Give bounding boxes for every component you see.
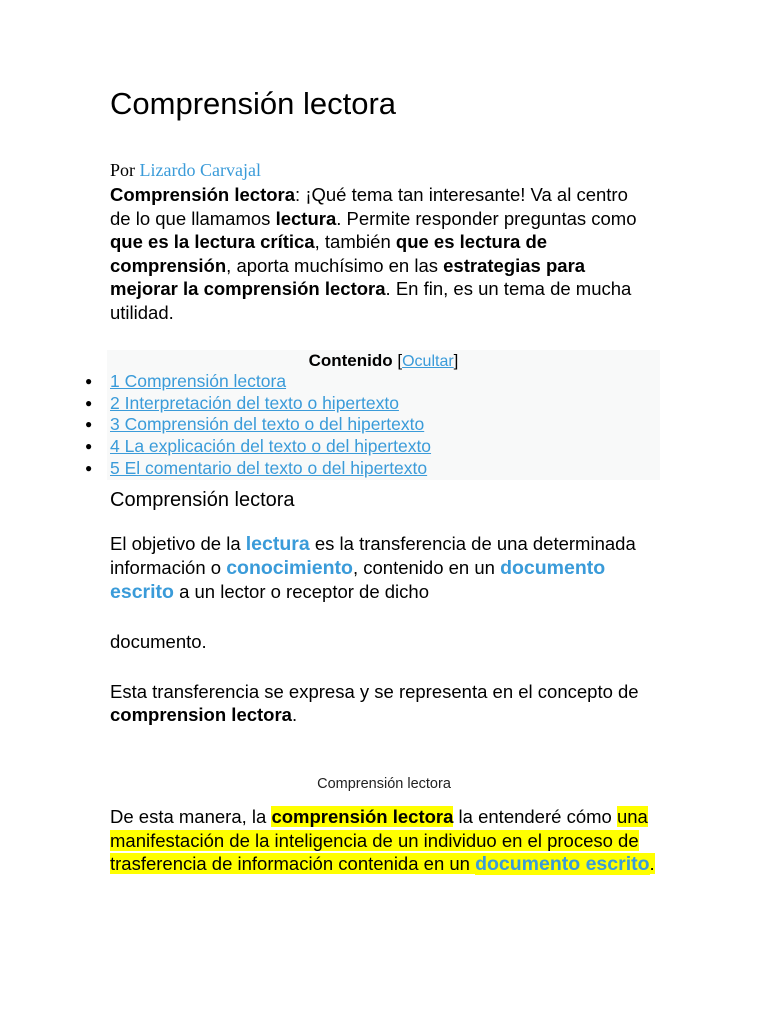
p1-text-2: es la transferencia de una determinada información o [110,533,636,578]
intro-text-5: . En fin, es un tema de mucha utilidad. [110,278,632,323]
page-title: Comprensión lectora [110,86,397,121]
intro-text-4: , aporta muchísimo en las [226,254,444,276]
toc-link-2[interactable]: 2 Interpretación del texto o hipertexto [110,392,399,413]
byline-prefix: Por [110,160,140,180]
toc-link-5[interactable]: 5 El comentario del texto o del hipertexto [110,457,428,478]
paragraph-transfer [110,680,650,726]
intro-bold-2: lectura [275,207,337,229]
toc-bracket-close: ] [453,351,459,370]
section-heading: Comprensión lectora [110,489,295,511]
link-conocimiento[interactable]: conocimiento [226,557,353,579]
p1-text-4: a un lector o receptor de dicho [173,581,429,602]
author-link[interactable]: Lizardo Carvajal [139,160,261,180]
toc-bracket-open: [ [392,351,403,370]
table-of-contents [85,350,660,480]
bullet-icon: ● [85,374,93,388]
intro-bold-1: Comprensión lectora [110,184,296,205]
toc-link-4[interactable]: 4 La explicación del texto o del hipertexto [110,436,432,457]
link-documento-escrito-2[interactable]: documento escrito [475,853,650,875]
p3-highlight-text: una manifestación de la inteligencia de un individuo en el proceso de trasferencia de información contenida en un [110,806,648,874]
paragraph-definition [110,805,670,877]
intro-bold-4: que es lectura de comprensión [110,231,548,276]
intro-text-2: . Permite responder preguntas como [336,207,637,229]
link-lectura[interactable]: lectura [245,533,310,555]
intro-text-1: : ¡Qué tema tan interesante! Va al centro de lo que llamamos [110,184,628,229]
image-caption: Comprensión lectora [317,776,451,792]
bullet-icon: ● [85,395,93,410]
p3-highlight-bold: comprensión lectora [271,806,454,827]
link-documento-escrito[interactable]: documento escrito [110,557,606,603]
p2-text-1: Esta transferencia se expresa y se representa en el concepto de [110,681,639,702]
intro-text-3: , también [314,231,396,252]
bullet-icon: ● [85,439,93,454]
toc-link-1[interactable]: 1 Comprensión lectora [110,371,287,391]
p1-text-1: El objetivo de la [110,533,246,554]
toc-hide-link[interactable]: Ocultar [402,353,454,370]
bullet-icon: ● [85,417,93,432]
p3-text-1: De esta manera, la [110,806,272,827]
paragraph-objective [110,532,650,604]
p3-highlight-period: . [649,853,655,874]
intro-bold-3: que es la lectura crítica [110,231,315,252]
byline [110,160,261,181]
p3-text-2: la entenderé cómo [453,806,617,827]
intro-paragraph [110,183,650,324]
p2-text-2: . [291,704,298,725]
toc-link-3[interactable]: 3 Comprensión del texto o del hipertexto [110,414,425,435]
p2-bold: comprension lectora [110,704,292,725]
p1-text-3: , contenido en un [352,557,501,578]
toc-heading: Contenido [308,351,393,370]
paragraph-continuation: documento. [110,631,207,652]
intro-bold-5: estrategias para mejorar la comprensión lectora [110,254,586,299]
toc-header [107,350,660,373]
bullet-icon: ● [85,460,93,475]
